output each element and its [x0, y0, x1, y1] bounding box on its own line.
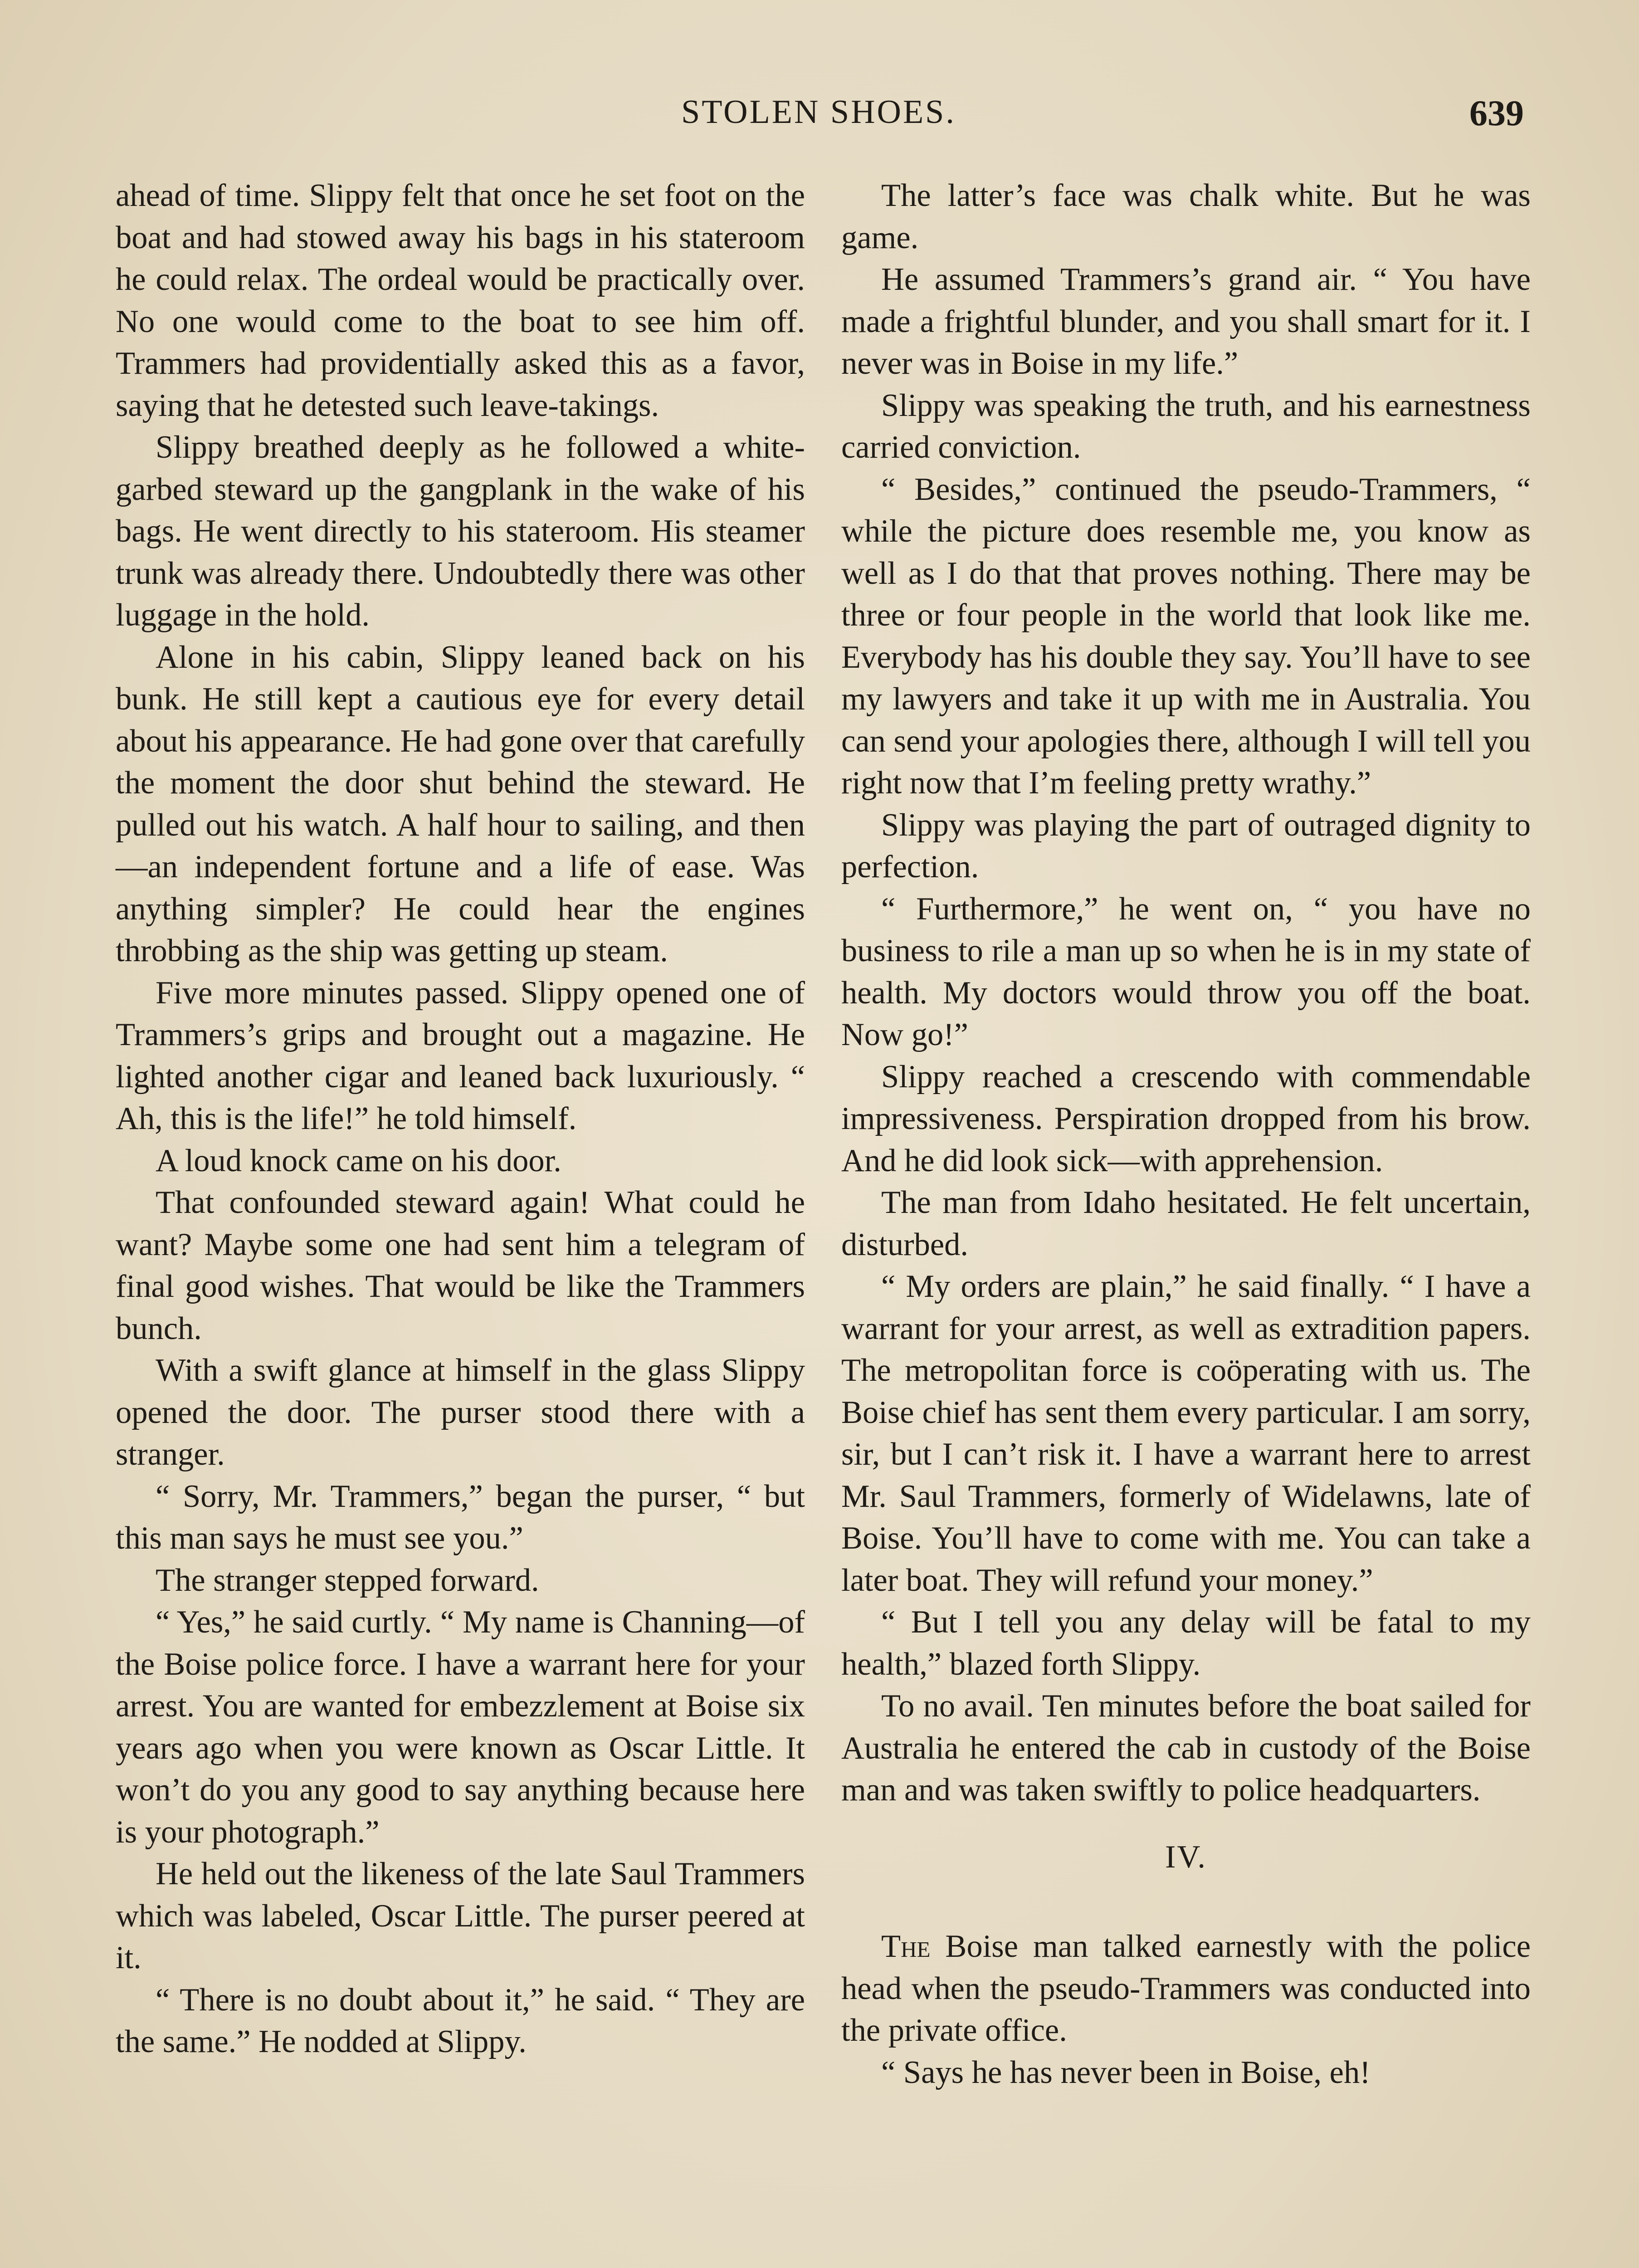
- running-title: STOLEN SHOES.: [681, 93, 956, 131]
- paragraph: Five more minutes passed. Slippy opened one of Trammers’s grips and brought out a magazine. He lighted another cigar and leaned back luxuriously. “ Ah, this is the life!” he told himself.: [116, 975, 805, 1136]
- paragraph: Alone in his cabin, Slippy leaned back on his bunk. He still kept a cautious eye for every detail about his appearance. He had gone over that carefully the moment the door shut behind the steward. He pulled out his watch. A half hour to sailing, and then—an independent fortune and a life of ease. Was anything simpler? He could hear the engines throbbing as the ship was getting up steam.: [116, 639, 805, 968]
- paragraph: He assumed Trammers’s grand air. “ You have made a frightful blunder, and you shall smart for it. I never was in Boise in my life.”: [841, 262, 1531, 381]
- paragraph: Slippy was speaking the truth, and his earnestness carried conviction.: [841, 387, 1531, 465]
- paragraph: “ Sorry, Mr. Trammers,” began the purser, “ but this man says he must see you.”: [116, 1478, 805, 1556]
- page-header: [113, 93, 1524, 147]
- paragraph: That confounded steward again! What could he want? Maybe some one had sent him a telegram of final good wishes. That would be like the Trammers bunch.: [116, 1185, 805, 1346]
- paragraph: A loud knock came on his door.: [156, 1143, 561, 1178]
- paragraph: “ Besides,” continued the pseudo-Trammers, “ while the picture does resemble me, you know as well as I do that that proves nothing. There may be three or four people in the world that look like me. Everybody has his double they say. You’ll have to see my lawyers and take it up with me in Australia. You can send your apologies there, although I will tell you right now that I’m feeling pretty wrathy.”: [841, 471, 1531, 801]
- lead-small-caps: The: [881, 1929, 931, 1964]
- paragraph: He held out the likeness of the late Saul Trammers which was labeled, Oscar Little. The purser peered at it.: [116, 1856, 805, 1975]
- paragraph: “ Says he has never been in Boise, eh!: [881, 2054, 1371, 2090]
- paragraph: “ There is no doubt about it,” he said. “ They are the same.” He nodded at Slippy.: [116, 1982, 805, 2059]
- paragraph: [841, 1926, 1531, 2052]
- paragraph: Slippy was playing the part of outraged dignity to perfection.: [841, 807, 1531, 885]
- paragraph: Slippy reached a crescendo with commendable impressiveness. Perspiration dropped from his brow. And he did look sick—with apprehension.: [841, 1059, 1531, 1178]
- page-number: 639: [1469, 93, 1524, 133]
- paragraph: “ Furthermore,” he went on, “ you have no business to rile a man up so when he is in my state of health. My doctors would throw you off the boat. Now go!”: [841, 891, 1531, 1052]
- lead-rest: Boise man talked earnestly with the police head when the pseudo-Trammers was conducted into the private office.: [841, 1929, 1531, 2048]
- paragraph: With a swift glance at himself in the glass Slippy opened the door. The purser stood there with a stranger.: [116, 1353, 805, 1472]
- paragraph: To no avail. Ten minutes before the boat sailed for Australia he entered the cab in custody of the Boise man and was taken swiftly to police headquarters.: [841, 1688, 1531, 1808]
- paragraph: The man from Idaho hesitated. He felt uncertain, disturbed.: [841, 1185, 1531, 1262]
- paragraph: Slippy breathed deeply as he followed a white-garbed steward up the gangplank in the wake of his bags. He went directly to his stateroom. His steamer trunk was already there. Undoubtedly there was other luggage in the hold.: [116, 430, 805, 633]
- left-column: [116, 175, 805, 2063]
- paragraph: The stranger stepped forward.: [156, 1562, 539, 1598]
- paragraph: The latter’s face was chalk white. But he was game.: [841, 178, 1531, 255]
- paragraph: “ My orders are plain,” he said finally. “ I have a warrant for your arrest, as well as extradition papers. The metropolitan force is coöperating with us. The Boise chief has sent them every particular. I am sorry, sir, but I can’t risk it. I have a warrant here to arrest Mr. Saul Trammers, formerly of Widelawns, late of Boise. You’ll have to come with me. You can take a later boat. They will refund your money.”: [841, 1269, 1531, 1598]
- paragraph: “ But I tell you any delay will be fatal to my health,” blazed forth Slippy.: [841, 1604, 1531, 1682]
- section-heading: IV.: [1165, 1839, 1207, 1875]
- paragraph: ahead of time. Slippy felt that once he set foot on the boat and had stowed away his bags in his stateroom he could relax. The ordeal would be practically over. No one would come to the boat to see him off. Trammers had providentially asked this as a favor, saying that he detested such leave-takings.: [116, 178, 805, 423]
- paragraph: “ Yes,” he said curtly. “ My name is Channing—of the Boise police force. I have a warrant here for your arrest. You are wanted for embezzlement at Boise six years ago when you were known as Oscar Little. It won’t do you any good to say anything because here is your photograph.”: [116, 1604, 805, 1850]
- right-column: [841, 175, 1531, 2093]
